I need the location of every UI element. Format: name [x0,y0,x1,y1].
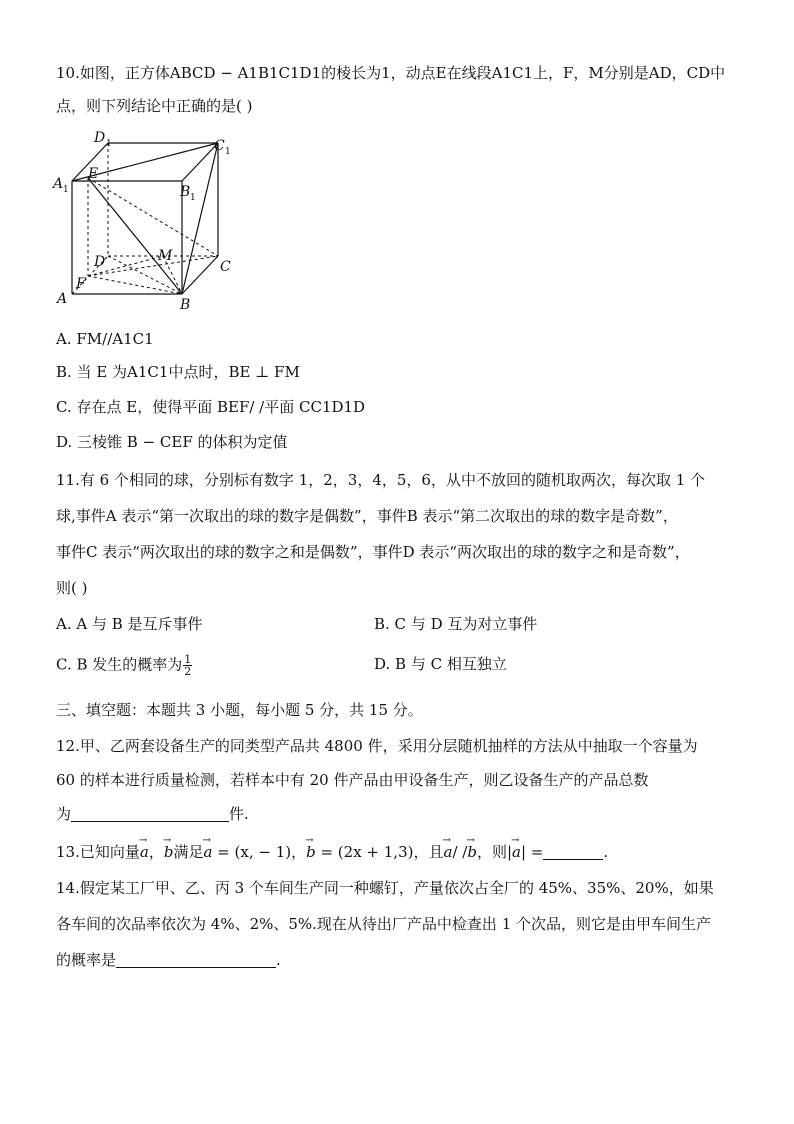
q11-option-c [56,654,192,677]
label-d1: D [94,130,106,146]
vector-a: → a [140,842,149,862]
q13-abs-end: | = [520,843,544,861]
label-a1: A [53,176,64,192]
label-f: F [76,276,86,292]
label-b1-sub: 1 [190,193,196,203]
q12-line2: 60 的样本进行质量检测，若样本中有 20 件产品由甲设备生产，则乙设备生产的产品总数 [56,771,649,789]
label-a: A [57,291,68,307]
q11-option-b: B. C 与 D 互为对立事件 [374,615,538,633]
cube-figure [50,126,250,314]
label-c1-sub: 1 [225,147,231,157]
label-b: B [180,297,191,313]
q14-line3 [56,950,281,970]
label-c1: C [214,138,225,154]
q12-line3-prefix: 为 [56,805,72,823]
q11-option-d: D. B 与 C 相互独立 [374,655,507,673]
q12-line3-suffix: 件. [229,805,249,823]
q10-option-c: C. 存在点 E，使得平面 BEF/ /平面 CC1D1D [56,398,366,416]
fraction-num: 1 [184,653,192,666]
q11-line1: 11.有 6 个相同的球，分别标有数字 1，2，3，4，5，6，从中不放回的随机取两次，每次取 1 个 [56,471,706,489]
q10-option-a: A. FM//A1C1 [56,330,154,348]
vector-a-2: → a [203,842,212,862]
q10-line1: 10.如图，正方体ABCD − A1B1C1D1的棱长为1，动点E在线段A1C1上，F，M分别是AD，CD中 [56,64,726,82]
answer-blank-q13[interactable] [543,845,603,860]
label-a1-sub: 1 [63,185,69,195]
label-d1-sub: 1 [106,139,112,149]
vector-a-4: → a [512,842,521,862]
q11-line3: 事件C 表示“两次取出的球的数字之和是偶数”，事件D 表示“两次取出的球的数字之和是奇数”， [56,543,690,561]
label-c: C [220,259,231,275]
label-m: M [158,248,173,264]
q11-option-c-text: C. B 发生的概率为 [56,655,183,674]
q14-line3-prefix: 的概率是 [56,951,117,969]
vector-b-3: → b [467,842,477,862]
q11-line4: 则( ) [56,579,88,597]
label-d: D [94,254,106,270]
q13-sep: ， [148,843,164,861]
q10-option-d: D. 三棱锥 B − CEF 的体积为定值 [56,433,288,451]
vector-b-2: → b [306,842,316,862]
label-e: E [88,166,99,182]
answer-blank-q14[interactable] [116,953,276,968]
q12-line3 [56,804,249,824]
q11-option-a: A. A 与 B 是互斥事件 [56,615,203,633]
vector-a-3: → a [443,842,452,862]
q12-line1: 12.甲、乙两套设备生产的同类型产品共 4800 件，采用分层随机抽样的方法从中抽取一个容量为 [56,737,698,755]
q13-end: . [603,843,609,861]
q13-eq1: = (x, − 1)， [212,843,307,861]
q13-eq2: = (2x + 1,3)，且 [315,843,444,861]
q14-line2: 各车间的次品率依次为 4%、2%、5%.现在从待出厂产品中检查出 1 个次品，则它是由甲车间生产 [56,915,712,933]
q13-cond: 满足 [173,843,204,861]
q13-prefix: 13.已知向量 [56,843,140,861]
fraction-one-half [183,654,192,677]
q13-line [56,842,608,862]
q13-parallel: / / [452,843,468,861]
fraction-den: 2 [184,665,192,678]
section-3-heading: 三、填空题：本题共 3 小题，每小题 5 分，共 15 分。 [56,701,423,719]
q14-line1: 14.假定某工厂甲、乙、丙 3 个车间生产同一种螺钉，产量依次占全厂的 45%、35%、20%，如果 [56,879,714,897]
q11-line2: 球,事件A 表示“第一次取出的球的数字是偶数”，事件B 表示“第二次取出的球的数字是奇数”， [56,507,678,525]
q10-option-b: B. 当 E 为A1C1中点时，BE ⊥ FM [56,363,300,381]
label-b1: B [180,184,191,200]
q13-then: ，则| [476,843,512,861]
q10-line2: 点，则下列结论中正确的是( ) [56,97,253,115]
q14-line3-suffix: . [276,951,281,969]
vector-b: → b [164,842,174,862]
answer-blank-q12[interactable] [71,807,229,822]
